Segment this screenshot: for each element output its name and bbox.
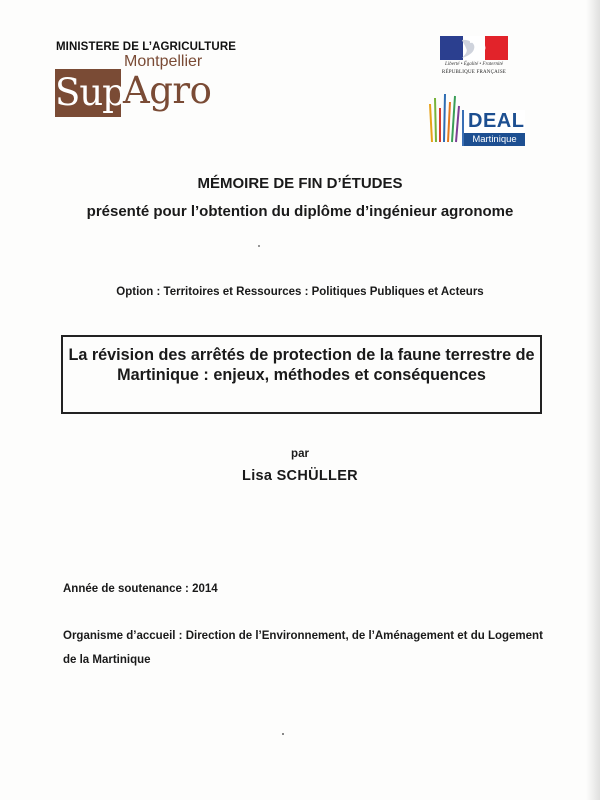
host-organization: Organisme d’accueil : Direction de l’Environnement, de l’Aménagement et du Logement de la Martinique xyxy=(63,630,543,666)
author-name: Lisa SCHÜLLER xyxy=(242,468,358,484)
deal-logo-word: DEAL xyxy=(468,110,525,132)
supagro-logo-sup: Sup xyxy=(55,71,125,114)
deal-logo-subtitle: Martinique xyxy=(464,133,525,146)
marianne-flag-icon xyxy=(440,36,508,60)
scan-speck-bottom xyxy=(282,733,284,735)
supagro-logo-box xyxy=(55,69,125,117)
republic-name: RÉPUBLIQUE FRANÇAISE xyxy=(441,70,507,75)
ministry-name: MINISTERE DE L’AGRICULTURE xyxy=(56,41,237,53)
thesis-title: La révision des arrêtés de protection de la faune terrestre de Martinique : enjeux, méthodes et conséquences xyxy=(68,346,535,384)
option-line: Option : Territoires et Ressources : Politiques Publiques et Acteurs xyxy=(116,286,484,298)
defense-year: Année de soutenance : 2014 xyxy=(63,583,218,595)
deal-stripes-icon xyxy=(427,92,461,144)
supagro-logo-agro: Agro xyxy=(123,69,212,112)
memoir-heading: MÉMOIRE DE FIN D’ÉTUDES xyxy=(197,175,403,192)
deal-logo xyxy=(462,110,525,146)
scan-edge-shadow xyxy=(586,0,600,800)
memoir-subheading: présenté pour l’obtention du diplôme d’ingénieur agronome xyxy=(86,203,514,220)
scan-speck xyxy=(258,245,260,247)
thesis-title-box xyxy=(61,335,542,414)
by-label: par xyxy=(291,448,309,460)
republic-motto: Liberté • Égalité • Fraternité xyxy=(445,62,503,67)
supagro-city: Montpellier xyxy=(124,53,203,70)
